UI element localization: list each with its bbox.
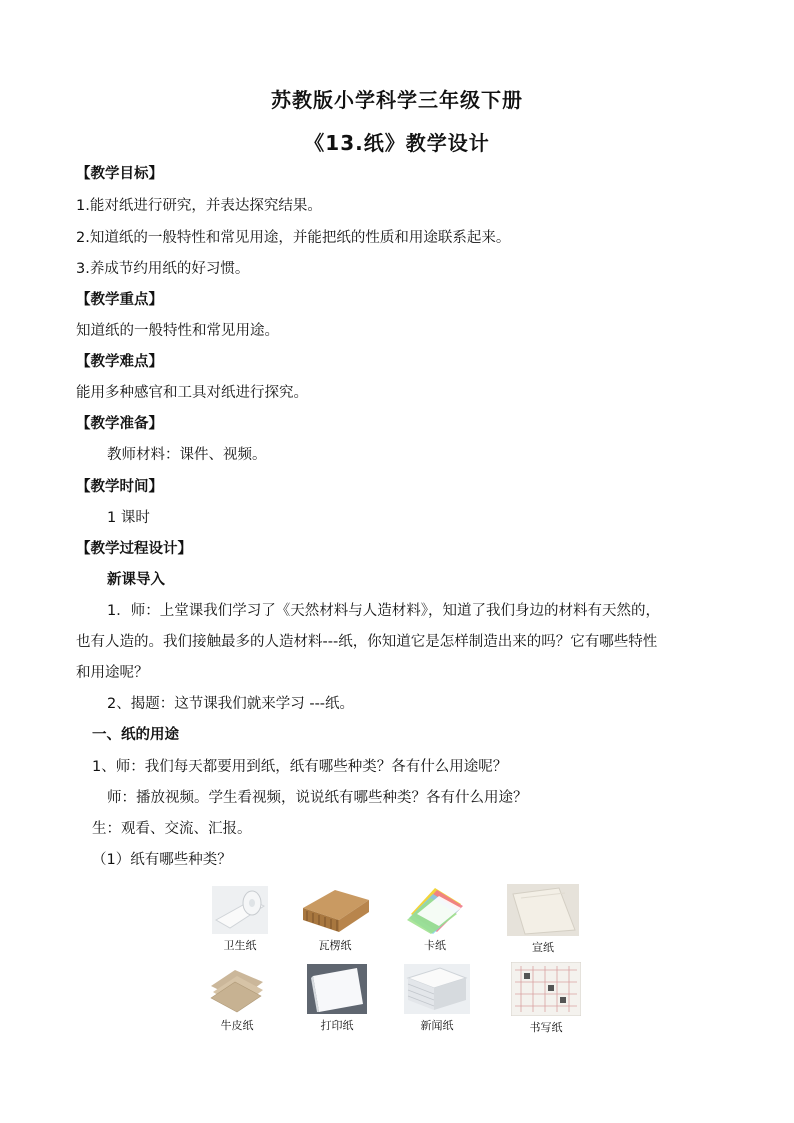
paper-type-label: 牛皮纸 [220,1019,254,1032]
paper-uses-question: 1、师：我们每天都要用到纸，纸有哪些种类？各有什么用途呢？ [92,759,508,775]
heading-key-points: 【教学重点】 [76,292,163,308]
printing-paper-icon [307,964,367,1014]
preparation-text: 教师材料：课件、视频。 [107,447,267,463]
heading-preparation: 【教学准备】 [76,416,163,432]
heading-new-lesson-intro: 新课导入 [107,572,165,588]
paper-type-label: 宣纸 [532,941,554,954]
document-title: 苏教版小学科学三年级下册 [271,88,523,112]
paper-type-printing-paper [304,964,370,1033]
paper-type-label: 卫生纸 [223,939,257,952]
heading-difficult-points: 【教学难点】 [76,354,163,370]
paper-type-card-paper [403,884,467,953]
paper-type-corrugated [297,886,373,953]
heading-teaching-time: 【教学时间】 [76,479,163,495]
intro-paragraph-line-1: 1．师：上堂课我们学习了《天然材料与人造材料》，知道了我们身边的材料有天然的， [107,603,660,619]
card-paper-icon [405,884,465,934]
paper-type-label: 瓦楞纸 [318,939,352,952]
heading-paper-uses: 一、纸的用途 [92,727,179,743]
paper-type-kraft-paper [205,966,269,1033]
rice-paper-icon [507,884,579,936]
paper-type-toilet-paper [208,886,272,953]
paper-type-writing-paper [510,962,582,1035]
goal-item-2: 2.知道纸的一般特性和常见用途，并能把纸的性质和用途联系起来。 [76,230,511,246]
paper-type-rice-paper [506,884,580,955]
intro-paragraph-line-2: 也有人造的。我们接触最多的人造材料---纸，你知道它是怎样制造出来的吗？它有哪些特性 [76,634,658,650]
paper-type-label: 书写纸 [529,1021,563,1034]
writing-paper-icon [511,962,581,1016]
document-subtitle: 《13.纸》教学设计 [304,131,490,155]
paper-type-label: 新闻纸 [420,1019,454,1032]
toilet-paper-roll-icon [212,886,268,934]
paper-uses-video: 师：播放视频。学生看视频，说说纸有哪些种类？各有什么用途？ [107,790,528,806]
paper-type-label: 打印纸 [320,1019,354,1032]
teaching-time-text: 1 课时 [107,510,150,526]
key-point-text: 知道纸的一般特性和常见用途。 [76,323,279,339]
paper-type-newsprint [402,964,472,1033]
heading-process-design: 【教学过程设计】 [76,541,192,557]
goal-item-1: 1.能对纸进行研究，并表达探究结果。 [76,198,322,214]
corrugated-paper-icon [299,886,371,934]
kraft-paper-icon [209,966,265,1014]
heading-teaching-goals: 【教学目标】 [76,166,163,182]
goal-item-3: 3.养成节约用纸的好习惯。 [76,261,250,277]
difficult-point-text: 能用多种感官和工具对纸进行探究。 [76,385,308,401]
paper-types-question: （1）纸有哪些种类？ [92,852,232,868]
intro-reveal-topic: 2、揭题：这节课我们就来学习 ---纸。 [107,696,355,712]
paper-type-label: 卡纸 [424,939,446,952]
intro-paragraph-line-3: 和用途呢？ [76,665,149,681]
newsprint-icon [404,964,470,1014]
paper-uses-student: 生：观看、交流、汇报。 [92,821,252,837]
